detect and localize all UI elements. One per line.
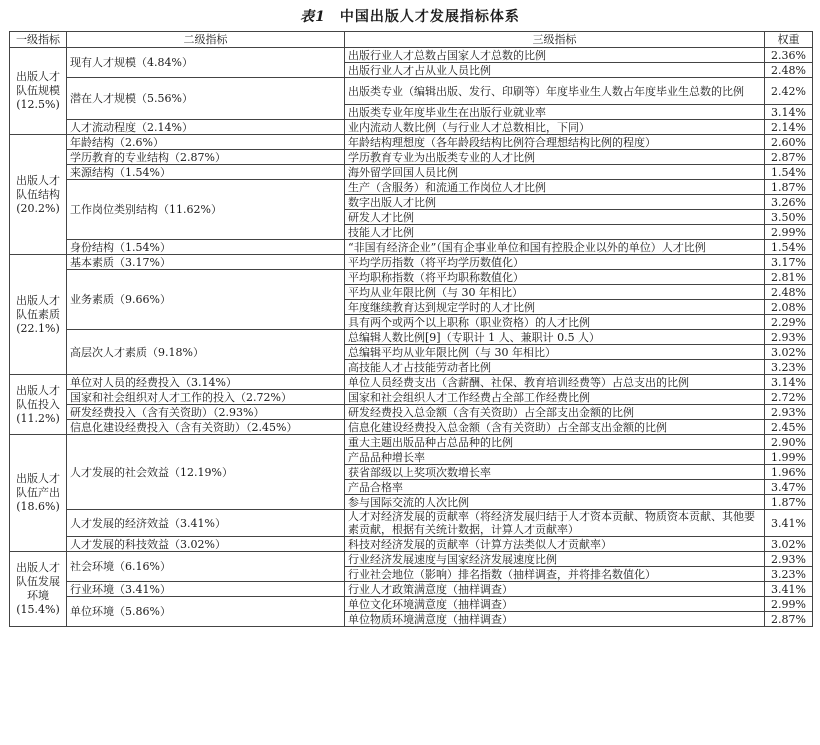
level3-cell: 年龄结构理想度（各年龄段结构比例符合理想结构比例的程度） <box>345 135 765 150</box>
level2-cell: 业务素质（9.66%） <box>67 270 345 330</box>
level2-cell: 单位对人员的经费投入（3.14%） <box>67 375 345 390</box>
level3-cell: 数字出版人才比例 <box>345 195 765 210</box>
level3-cell: 总编辑人数比例[9]（专职计 1 人、兼职计 0.5 人） <box>345 330 765 345</box>
weight-cell: 3.17% <box>765 255 813 270</box>
level3-cell: 出版行业人才占从业人员比例 <box>345 63 765 78</box>
table-row <box>10 180 813 195</box>
level3-cell: 海外留学回国人员比例 <box>345 165 765 180</box>
table-row <box>10 405 813 420</box>
level2-cell: 人才发展的经济效益（3.41%） <box>67 510 345 537</box>
table-row <box>10 510 813 537</box>
level3-cell: 出版行业人才总数占国家人才总数的比例 <box>345 48 765 63</box>
weight-cell: 2.48% <box>765 63 813 78</box>
weight-cell: 2.90% <box>765 435 813 450</box>
level2-cell: 基本素质（3.17%） <box>67 255 345 270</box>
table-row <box>10 270 813 285</box>
level3-cell: 出版类专业（编辑出版、发行、印刷等）年度毕业生人数占年度毕业生总数的比例 <box>345 78 765 105</box>
level3-cell: 单位物质环境满意度（抽样调查） <box>345 612 765 627</box>
weight-cell: 2.72% <box>765 390 813 405</box>
level2-cell: 身份结构（1.54%） <box>67 240 345 255</box>
level3-cell: 国家和社会组织人才工作经费占全部工作经费比例 <box>345 390 765 405</box>
weight-cell: 2.87% <box>765 150 813 165</box>
level3-cell: 生产（含服务）和流通工作岗位人才比例 <box>345 180 765 195</box>
level3-cell: 获省部级以上奖项次数增长率 <box>345 465 765 480</box>
level2-cell: 人才发展的社会效益（12.19%） <box>67 435 345 510</box>
weight-cell: 2.87% <box>765 612 813 627</box>
level3-cell: 平均职称指数（将平均职称数值化） <box>345 270 765 285</box>
level3-cell: 重大主题出版品种占总品种的比例 <box>345 435 765 450</box>
level1-investment: 出版人才队伍投入(11.2%) <box>10 375 67 435</box>
weight-cell: 2.60% <box>765 135 813 150</box>
indicator-table <box>9 31 813 627</box>
table-row <box>10 135 813 150</box>
weight-cell: 3.26% <box>765 195 813 210</box>
level2-cell: 国家和社会组织对人才工作的投入（2.72%） <box>67 390 345 405</box>
level2-cell: 高层次人才素质（9.18%） <box>67 330 345 375</box>
weight-cell: 2.81% <box>765 270 813 285</box>
level2-cell: 来源结构（1.54%） <box>67 165 345 180</box>
table-row <box>10 120 813 135</box>
header-level1: 一级指标 <box>10 32 67 48</box>
level3-cell: 具有两个或两个以上职称（职业资格）的人才比例 <box>345 315 765 330</box>
table-row <box>10 582 813 597</box>
level1-structure: 出版人才队伍结构(20.2%) <box>10 135 67 255</box>
level2-cell: 人才发展的科技效益（3.02%） <box>67 537 345 552</box>
level3-cell: 高技能人才占技能劳动者比例 <box>345 360 765 375</box>
level3-cell: 参与国际交流的人次比例 <box>345 495 765 510</box>
table-row <box>10 375 813 390</box>
level3-cell: 人才对经济发展的贡献率（将经济发展归结于人才资本贡献、物质资本贡献、其他要素贡献，根据有关统计数据，计算人才贡献率） <box>345 510 765 537</box>
weight-cell: 2.99% <box>765 597 813 612</box>
level2-cell: 单位环境（5.86%） <box>67 597 345 627</box>
table-header-row <box>10 32 813 48</box>
table-row <box>10 420 813 435</box>
weight-cell: 1.54% <box>765 165 813 180</box>
weight-cell: 2.45% <box>765 420 813 435</box>
table-row <box>10 330 813 345</box>
level2-cell: 信息化建设经费投入（含有关资助）（2.45%） <box>67 420 345 435</box>
table-row <box>10 240 813 255</box>
table-row <box>10 255 813 270</box>
level2-cell: 人才流动程度（2.14%） <box>67 120 345 135</box>
weight-cell: 2.08% <box>765 300 813 315</box>
weight-cell: 1.96% <box>765 465 813 480</box>
level3-cell: 产品品种增长率 <box>345 450 765 465</box>
level2-cell: 潜在人才规模（5.56%） <box>67 78 345 120</box>
level3-cell: 年度继续教育达到规定学时的人才比例 <box>345 300 765 315</box>
weight-cell: 1.87% <box>765 180 813 195</box>
level3-cell: 总编辑平均从业年限比例（与 30 年相比） <box>345 345 765 360</box>
weight-cell: 3.02% <box>765 537 813 552</box>
level3-cell: 行业社会地位（影响）排名指数（抽样调查，并将排名数值化） <box>345 567 765 582</box>
level3-cell: 行业人才政策满意度（抽样调查） <box>345 582 765 597</box>
level3-cell: 产品合格率 <box>345 480 765 495</box>
level2-cell: 社会环境（6.16%） <box>67 552 345 582</box>
level1-quality: 出版人才队伍素质(22.1%) <box>10 255 67 375</box>
level3-cell: 学历教育专业为出版类专业的人才比例 <box>345 150 765 165</box>
level3-cell: 业内流动人数比例（与行业人才总数相比，下同） <box>345 120 765 135</box>
header-weight: 权重 <box>765 32 813 48</box>
table-title <box>0 6 820 26</box>
weight-cell: 3.23% <box>765 360 813 375</box>
table-row <box>10 552 813 567</box>
weight-cell: 2.93% <box>765 405 813 420</box>
table-label: 表1 <box>300 9 326 25</box>
level3-cell: 出版类专业年度毕业生在出版行业就业率 <box>345 105 765 120</box>
level3-cell: 单位文化环境满意度（抽样调查） <box>345 597 765 612</box>
level2-cell: 工作岗位类别结构（11.62%） <box>67 180 345 240</box>
table-row <box>10 48 813 63</box>
table-row <box>10 390 813 405</box>
level1-environment: 出版人才队伍发展环境(15.4%) <box>10 552 67 627</box>
weight-cell: 3.23% <box>765 567 813 582</box>
level3-cell: 技能人才比例 <box>345 225 765 240</box>
level3-cell: “非国有经济企业”（国有企事业单位和国有控股企业以外的单位）人才比例 <box>345 240 765 255</box>
table-row <box>10 165 813 180</box>
weight-cell: 3.02% <box>765 345 813 360</box>
weight-cell: 2.48% <box>765 285 813 300</box>
level3-cell: 行业经济发展速度与国家经济发展速度比例 <box>345 552 765 567</box>
weight-cell: 3.41% <box>765 582 813 597</box>
level3-cell: 研发经费投入总金额（含有关资助）占全部支出金额的比例 <box>345 405 765 420</box>
weight-cell: 3.14% <box>765 375 813 390</box>
level1-output: 出版人才队伍产出(18.6%) <box>10 435 67 552</box>
weight-cell: 2.36% <box>765 48 813 63</box>
weight-cell: 3.47% <box>765 480 813 495</box>
weight-cell: 1.87% <box>765 495 813 510</box>
weight-cell: 3.14% <box>765 105 813 120</box>
table-row <box>10 537 813 552</box>
weight-cell: 2.42% <box>765 78 813 105</box>
weight-cell: 1.99% <box>765 450 813 465</box>
level2-cell: 学历教育的专业结构（2.87%） <box>67 150 345 165</box>
weight-cell: 2.14% <box>765 120 813 135</box>
level3-cell: 平均从业年限比例（与 30 年相比） <box>345 285 765 300</box>
weight-cell: 2.93% <box>765 330 813 345</box>
header-level2: 二级指标 <box>67 32 345 48</box>
weight-cell: 1.54% <box>765 240 813 255</box>
table-row <box>10 435 813 450</box>
weight-cell: 2.29% <box>765 315 813 330</box>
level3-cell: 研发人才比例 <box>345 210 765 225</box>
level1-scale: 出版人才队伍规模(12.5%) <box>10 48 67 135</box>
weight-cell: 3.50% <box>765 210 813 225</box>
table-title-text: 中国出版人才发展指标体系 <box>339 9 520 25</box>
header-level3: 三级指标 <box>345 32 765 48</box>
table-row <box>10 150 813 165</box>
level2-cell: 现有人才规模（4.84%） <box>67 48 345 78</box>
level3-cell: 信息化建设经费投入总金额（含有关资助）占全部支出金额的比例 <box>345 420 765 435</box>
weight-cell: 3.41% <box>765 510 813 537</box>
level3-cell: 科技对经济发展的贡献率（计算方法类似人才贡献率） <box>345 537 765 552</box>
level2-cell: 年龄结构（2.6%） <box>67 135 345 150</box>
level2-cell: 行业环境（3.41%） <box>67 582 345 597</box>
table-row <box>10 78 813 105</box>
weight-cell: 2.93% <box>765 552 813 567</box>
level2-cell: 研发经费投入（含有关资助）（2.93%） <box>67 405 345 420</box>
weight-cell: 2.99% <box>765 225 813 240</box>
level3-cell: 平均学历指数（将平均学历数值化） <box>345 255 765 270</box>
level3-cell: 单位人员经费支出（含薪酬、社保、教育培训经费等）占总支出的比例 <box>345 375 765 390</box>
table-row <box>10 597 813 612</box>
